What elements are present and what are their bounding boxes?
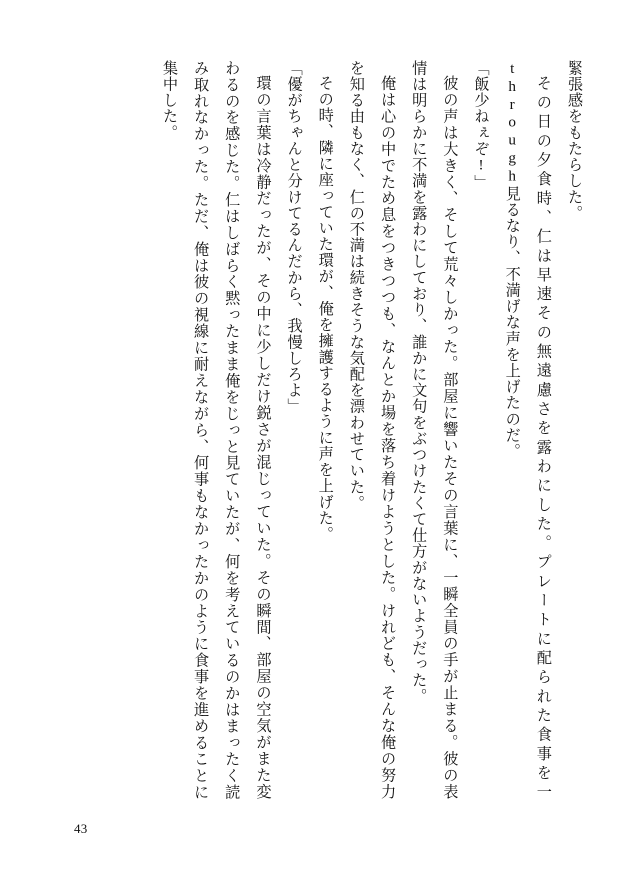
paragraph: 環の言葉は冷静だったが、その中に少しだけ鋭さが混じっていた。その瞬間、部屋の空気がまた変わるのを感じた。仁はしばらく黙ったまま俺をじっと見ていたが、何を考えているのかはまったく読み取れなかった。ただ、俺は彼の視線に耐えながら、何事もなかったかのように食事を進めることに集中した。 [160,60,272,800]
paragraph: その日の夕食時、仁は早速その無遠慮さを露わにした。プレートに配られた食事を一through見るなり、不満げな声を上げたのだ。 [503,60,552,800]
paragraph: 緊張感をもたらした。 [566,60,583,222]
page-number: 43 [74,821,88,836]
paragraph: その時、隣に座っていた環が、俺を擁護するように声を上げた。 [316,75,334,543]
paragraph: 「飯少ねぇぞ!」 [472,60,490,191]
paragraph: 俺は心の中でため息をつきつつも、なんとか場を落ち着けようとした。けれども、そんな俺の努力を知る由もなく、仁の不満は続きそうな気配を漂わせていた。 [347,60,397,800]
vertical-text-body [80,60,590,800]
paragraph: 彼の声は大きく、そして荒々しかった。部屋に響いたその言葉に、一瞬全員の手が止まる。彼の表情は明らかに不満を露わにしており、誰かに文句をぶつけたくて仕方がないようだった。 [410,60,459,800]
paragraph: 「優がちゃんと分けてるんだから、我慢しろよ」 [285,60,303,415]
